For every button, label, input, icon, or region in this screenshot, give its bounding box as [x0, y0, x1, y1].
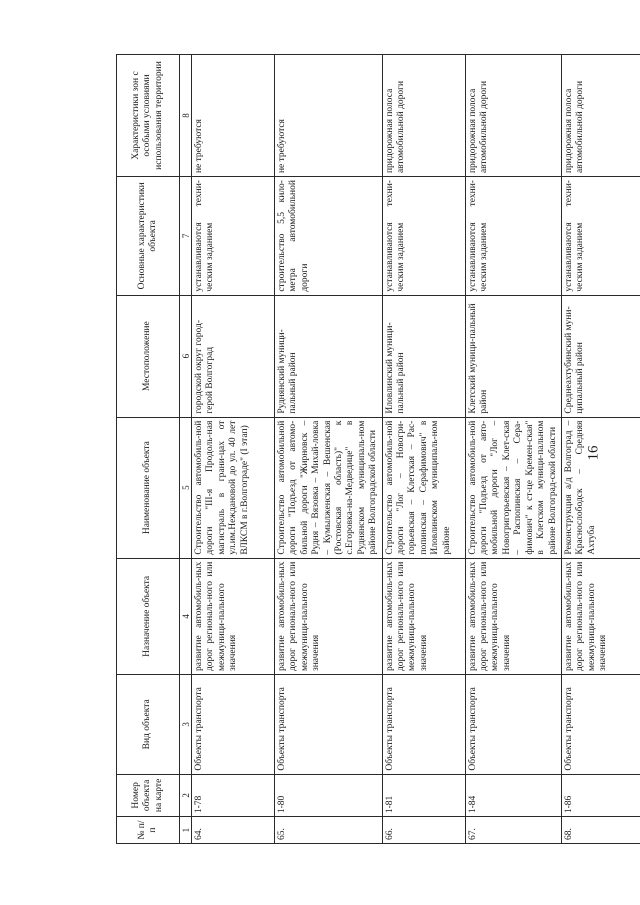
column-number: 3 — [180, 675, 192, 775]
object-name-cell: Строительство автомобиль-ной дороги "Лог – Новогри-горьевская – Клетская – Рас-попинская – Серафимович" в Иловлинском муниципаль-ном районе — [382, 417, 465, 558]
purpose-cell: развитие автомобиль-ных дорог региональ-ного или межмуници-пального значения — [275, 558, 383, 674]
header-cell: Назначение объекта — [117, 558, 180, 674]
location-cell: Иловлинский муници-пальный район — [382, 295, 465, 417]
zones-cell: не требуются — [192, 55, 275, 177]
row-number-cell: 64. — [192, 817, 275, 844]
header-cell: Основные характеристики объекта — [117, 177, 180, 296]
location-cell: городской округ город-герой Волгоград — [192, 295, 275, 417]
table-row — [465, 55, 561, 844]
object-name-cell: Строительство автомобильной дороги "Подъезд от автомо-бильной дороги "Жирновск – Рудня – Вязовка – Михай-ловка – Кумылженская – Вешенская (Ростовская область)" к с.Егоровка-на-Медведице" в Руднянском муниципаль-ном районе Волгоградской области — [275, 417, 383, 558]
column-number: 4 — [180, 558, 192, 674]
purpose-cell: развитие автомобиль-ных дорог региональ-ного или межмуници-пального значения — [382, 558, 465, 674]
header-cell: Вид объекта — [117, 675, 180, 775]
characteristics-cell: устанавливаются техни-ческим заданием — [382, 177, 465, 296]
column-number: 6 — [180, 295, 192, 417]
map-id-cell: 1-78 — [192, 774, 275, 817]
row-number-cell: 66. — [382, 817, 465, 844]
location-cell: Руднянский муници-пальный район — [275, 295, 383, 417]
table-row — [275, 55, 383, 844]
zones-cell: придорожная полоса автомобильной дороги — [382, 55, 465, 177]
row-number-cell: 65. — [275, 817, 383, 844]
location-cell: Клетский муници-пальный район — [465, 295, 561, 417]
column-number: 2 — [180, 774, 192, 817]
map-id-cell: 1-81 — [382, 774, 465, 817]
table-row — [382, 55, 465, 844]
column-number: 7 — [180, 177, 192, 296]
characteristics-cell: строительство 5,5 кило-метра автомобильной дороги — [275, 177, 383, 296]
purpose-cell: развитие автомобиль-ных дорог региональ-ного или межмуници-пального значения — [465, 558, 561, 674]
row-number-cell: 67. — [465, 817, 561, 844]
page-number: 16 — [585, 445, 602, 461]
characteristics-cell: устанавливаются техни-ческим заданием — [465, 177, 561, 296]
object-type-cell: Объекты транспорта — [192, 675, 275, 775]
table-row — [561, 55, 640, 844]
objects-table — [116, 54, 640, 844]
characteristics-cell: устанавливаются техни-ческим заданием — [192, 177, 275, 296]
zones-cell: придорожная полоса автомобильной дороги — [465, 55, 561, 177]
map-id-cell: 1-84 — [465, 774, 561, 817]
rotated-table-container — [116, 54, 609, 844]
header-cell: Номер объекта на карте — [117, 774, 180, 817]
purpose-cell: развитие автомобиль-ных дорог региональ-ного или межмуници-пального значения — [561, 558, 640, 674]
object-name-cell: Реконструкция а/д Волгоград – Краснослободск – Средняя Ахтуба — [561, 417, 640, 558]
map-id-cell: 1-80 — [275, 774, 383, 817]
header-row — [117, 55, 180, 844]
object-type-cell: Объекты транспорта — [382, 675, 465, 775]
column-number-row — [180, 55, 192, 844]
row-number-cell: 68. — [561, 817, 640, 844]
column-number: 8 — [180, 55, 192, 177]
object-type-cell: Объекты транспорта — [561, 675, 640, 775]
column-number: 5 — [180, 417, 192, 558]
zones-cell: не требуются — [275, 55, 383, 177]
column-number: 1 — [180, 817, 192, 844]
object-name-cell: Строительство автомобиль-ной дороги "III-я Продоль-ная магистраль в грани-цах от ул.им.Неждановой до ул. 40 лет ВЛКСМ в г.Волгограде" (I этап) — [192, 417, 275, 558]
header-cell: Характеристики зон с особыми условиями использования территории — [117, 55, 180, 177]
header-cell: № п/п — [117, 817, 180, 844]
object-type-cell: Объекты транспорта — [465, 675, 561, 775]
object-type-cell: Объекты транспорта — [275, 675, 383, 775]
header-cell: Местоположение — [117, 295, 180, 417]
object-name-cell: Строительство автомобиль-ной дороги "Подъезд от авто-мобильной дороги "Лог – Новогригорьевская – Клет-ская – Распопинская – Сера-фимович" к ст-це Кремен-ская" в Клетском муници-пальном районе Волгоград-ской области — [465, 417, 561, 558]
purpose-cell: развитие автомобиль-ных дорог региональ-ного или межмуници-пального значения — [192, 558, 275, 674]
header-cell: Наименование объекта — [117, 417, 180, 558]
location-cell: Среднеахтубинский муни-ципальный район — [561, 295, 640, 417]
map-id-cell: 1-86 — [561, 774, 640, 817]
zones-cell: придорожная полоса автомобильной дороги — [561, 55, 640, 177]
characteristics-cell: устанавливаются техни-ческим заданием — [561, 177, 640, 296]
table-row — [192, 55, 275, 844]
